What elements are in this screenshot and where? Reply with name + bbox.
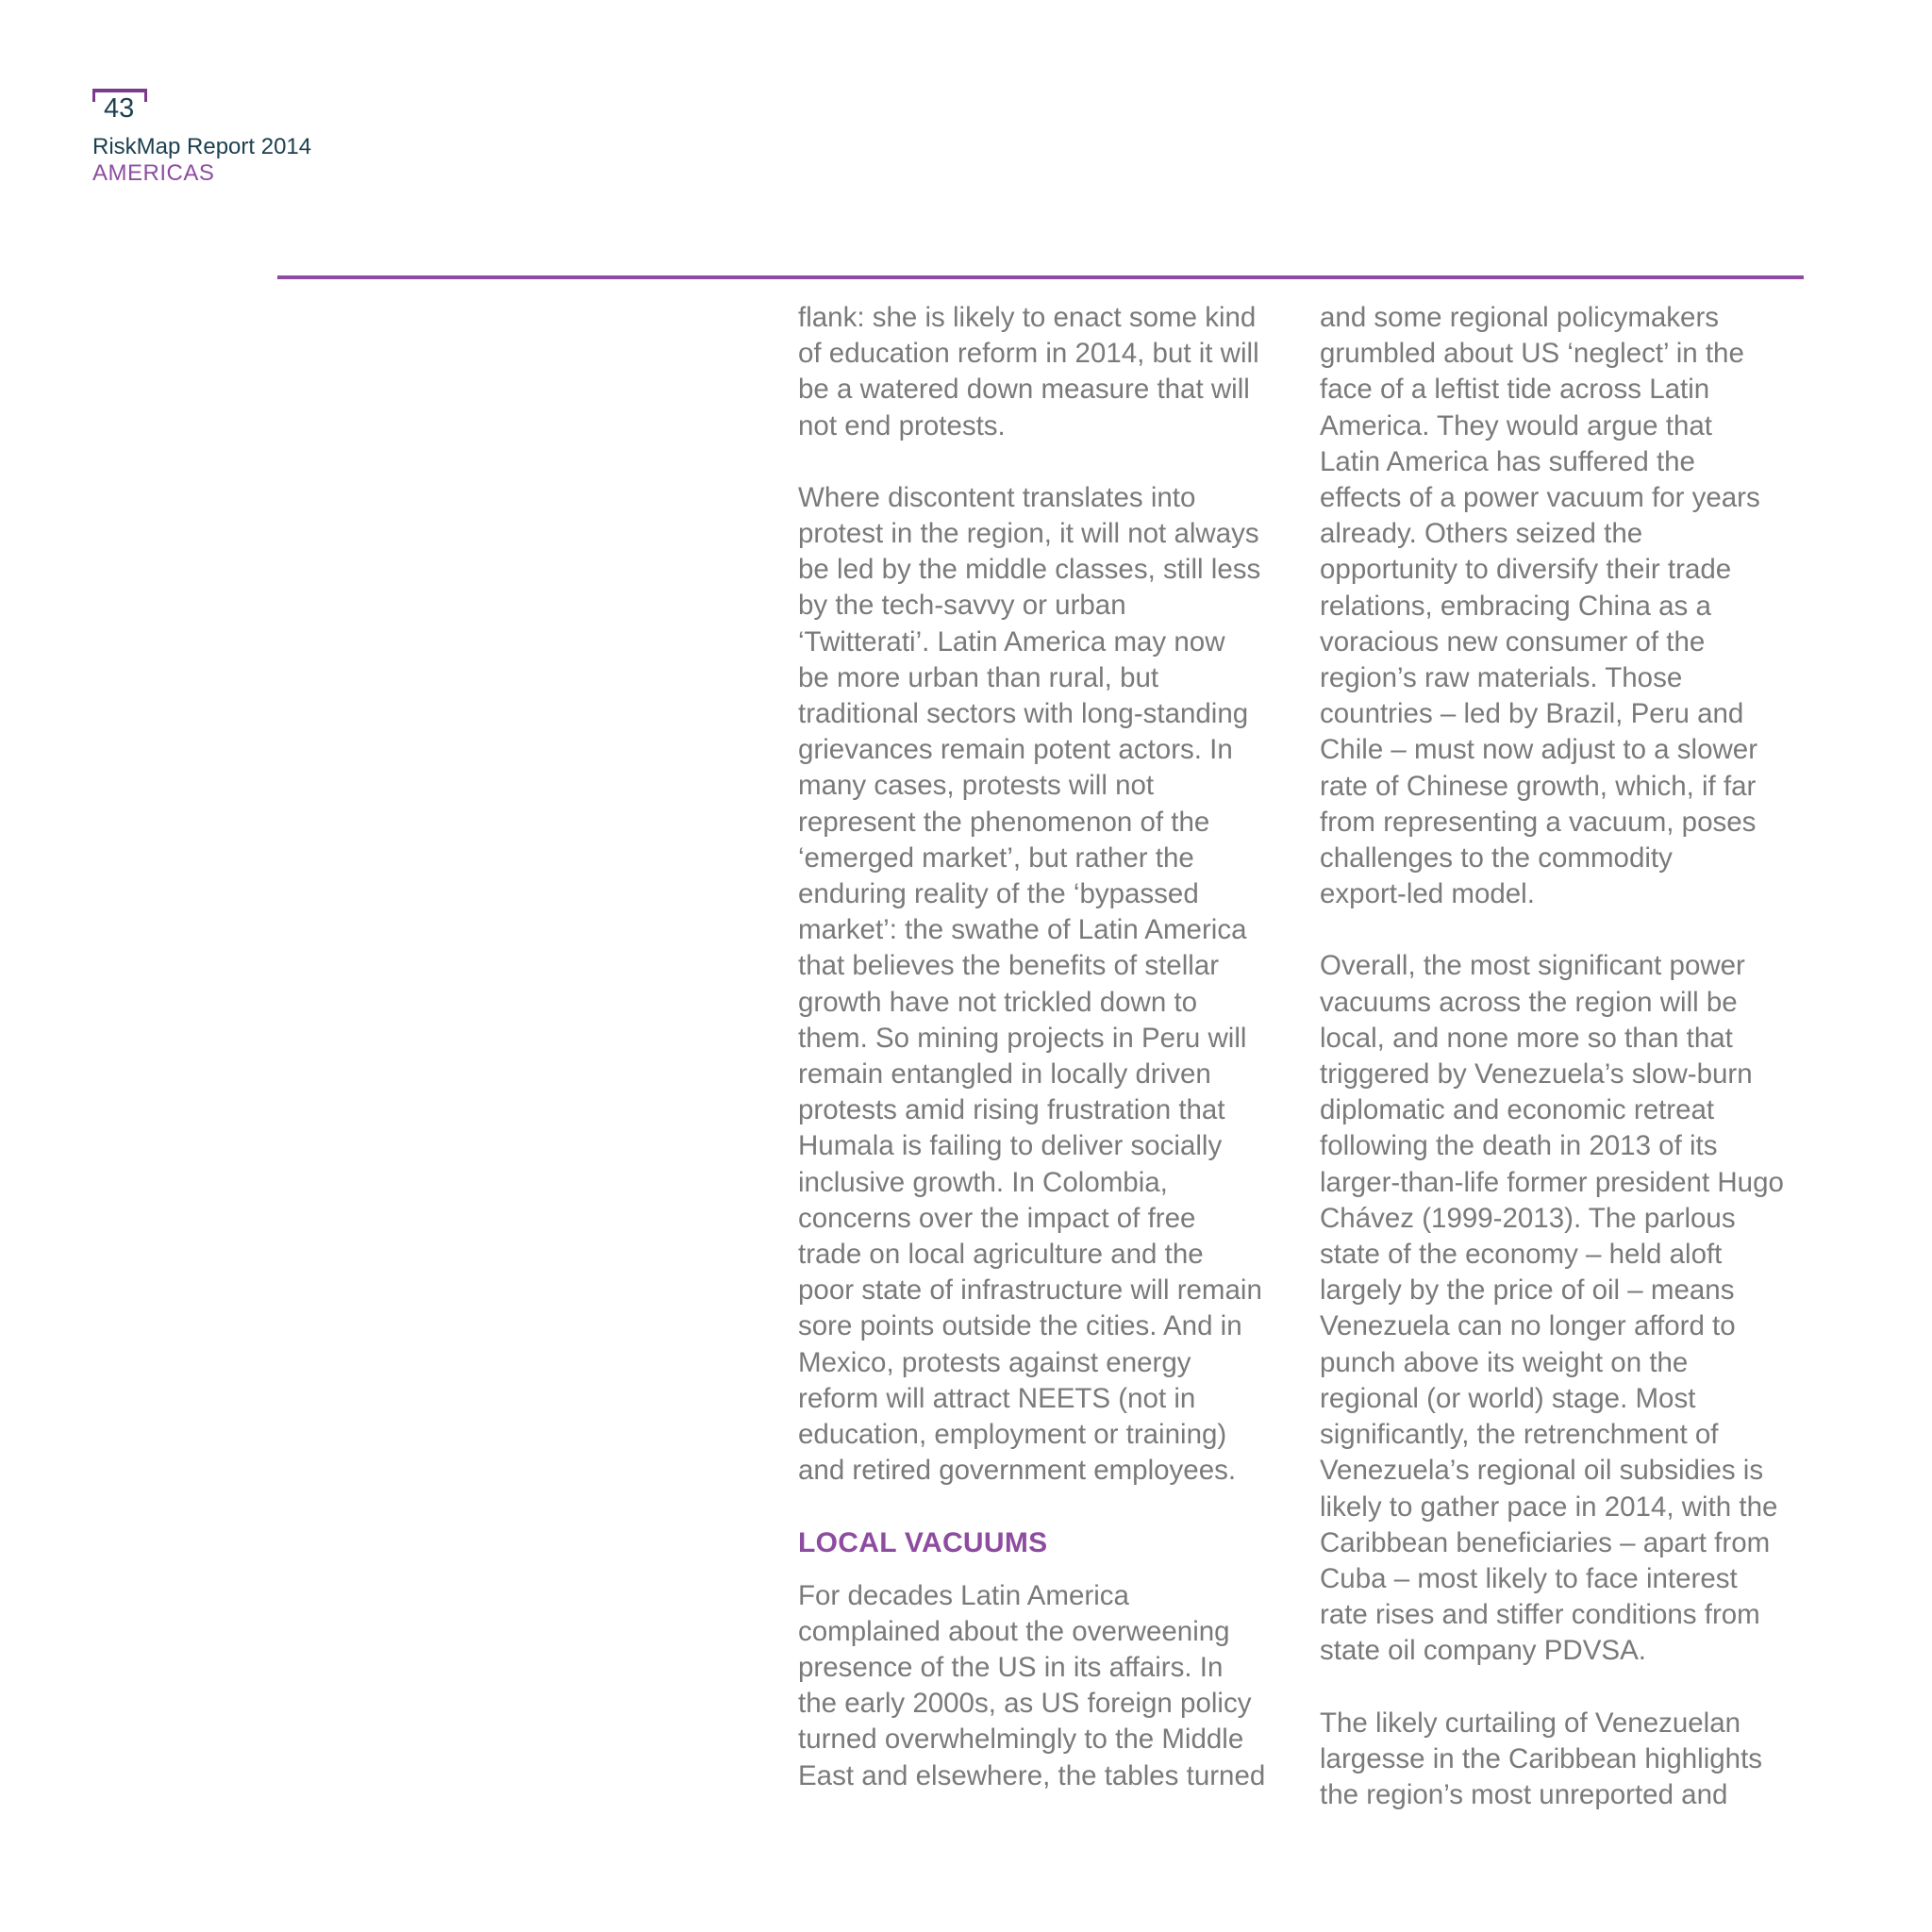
text-line: growth have not trickled down to [798, 986, 1198, 1018]
text-line: countries – led by Brazil, Peru and [1320, 698, 1744, 730]
text-line: Chile – must now adjust to a slower [1320, 734, 1758, 766]
text-line: of education reform in 2014, but it will [798, 338, 1259, 370]
text-line: The likely curtailing of Venezuelan [1320, 1707, 1741, 1739]
text-line: ‘emerged market’, but rather the [798, 841, 1194, 874]
text-line: triggered by Venezuela’s slow-burn [1320, 1058, 1753, 1091]
text-line: many cases, protests will not [798, 770, 1155, 802]
text-column-left [798, 300, 1303, 1830]
text-line: market’: the swathe of Latin America [798, 914, 1247, 946]
section-name: AMERICAS [92, 160, 215, 186]
section-subheading: LOCAL VACUUMS [798, 1526, 1048, 1558]
text-line: Venezuela’s regional oil subsidies is [1320, 1455, 1764, 1487]
text-line: Chávez (1999-2013). The parlous [1320, 1202, 1736, 1234]
text-line: region’s raw materials. Those [1320, 662, 1683, 694]
text-line: from representing a vacuum, poses [1320, 806, 1757, 838]
text-line: enduring reality of the ‘bypassed [798, 878, 1199, 910]
text-line: not end protests. [798, 409, 1006, 441]
paragraph [798, 1578, 1303, 1794]
text-line: and retired government employees. [798, 1455, 1237, 1487]
text-line: diplomatic and economic retreat [1320, 1094, 1715, 1126]
text-line: poor state of infrastructure will remain [798, 1274, 1262, 1307]
text-line: trade on local agriculture and the [798, 1239, 1204, 1271]
header-divider [277, 275, 1804, 279]
text-line: the early 2000s, as US foreign policy [798, 1688, 1252, 1720]
text-line: reform will attract NEETS (not in [798, 1382, 1196, 1414]
text-line: export-led model. [1320, 878, 1535, 910]
text-line: opportunity to diversify their trade [1320, 554, 1732, 586]
text-line: vacuums across the region will be [1320, 986, 1738, 1018]
text-line: that believes the benefits of stellar [798, 950, 1220, 982]
text-line: protests amid rising frustration that [798, 1094, 1225, 1126]
text-line: rate of Chinese growth, which, if far [1320, 770, 1757, 802]
text-line: state oil company PDVSA. [1320, 1635, 1646, 1667]
report-title: RiskMap Report 2014 [92, 134, 312, 159]
text-line: ‘Twitterati’. Latin America may now [798, 625, 1225, 658]
text-line: larger-than-life former president Hugo [1320, 1166, 1784, 1198]
text-line: significantly, the retrenchment of [1320, 1419, 1719, 1451]
paragraph [1320, 1706, 1810, 1814]
text-line: sore points outside the cities. And in [798, 1310, 1242, 1342]
text-line: challenges to the commodity [1320, 842, 1673, 874]
paragraph [798, 300, 1303, 444]
text-line: flank: she is likely to enact some kind [798, 302, 1257, 333]
text-line: local, and none more so than that [1320, 1022, 1733, 1054]
text-line: voracious new consumer of the [1320, 625, 1706, 658]
text-line: following the death in 2013 of its [1320, 1130, 1718, 1162]
text-line: remain entangled in locally driven [798, 1058, 1211, 1091]
text-line: by the tech-savvy or urban [798, 590, 1126, 622]
text-line: presence of the US in its affairs. In [798, 1651, 1224, 1683]
text-line: Latin America has suffered the [1320, 445, 1695, 477]
text-line: relations, embracing China as a [1320, 590, 1711, 622]
text-line: effects of a power vacuum for years [1320, 482, 1760, 514]
text-line: regional (or world) stage. Most [1320, 1382, 1696, 1414]
text-line: largesse in the Caribbean highlights [1320, 1742, 1763, 1774]
text-line: the region’s most unreported and [1320, 1778, 1728, 1810]
text-line: Cuba – most likely to face interest [1320, 1562, 1738, 1594]
page-number: 43 [104, 93, 135, 124]
text-line: East and elsewhere, the tables turned [798, 1759, 1266, 1791]
text-line: and some regional policymakers [1320, 302, 1720, 333]
text-line: be led by the middle classes, still less [798, 554, 1261, 586]
text-line: Humala is failing to deliver socially [798, 1130, 1223, 1162]
text-line: already. Others seized the [1320, 518, 1643, 550]
paragraph [1320, 300, 1810, 912]
text-line: inclusive growth. In Colombia, [798, 1166, 1168, 1198]
text-line: protest in the region, it will not always [798, 518, 1259, 550]
text-line: concerns over the impact of free [798, 1202, 1196, 1234]
text-line: complained about the overweening [798, 1615, 1230, 1647]
text-line: Venezuela can no longer afford to [1320, 1310, 1736, 1342]
text-line: America. They would argue that [1320, 409, 1712, 441]
text-line: face of a leftist tide across Latin [1320, 374, 1710, 406]
text-line: be more urban than rural, but [798, 661, 1159, 693]
text-line: For decades Latin America [798, 1579, 1129, 1611]
text-line: likely to gather pace in 2014, with the [1320, 1491, 1778, 1523]
text-line: Where discontent translates into [798, 481, 1196, 513]
text-line: grumbled about US ‘neglect’ in the [1320, 338, 1744, 370]
text-line: Caribbean beneficiaries – apart from [1320, 1526, 1771, 1558]
text-line: Mexico, protests against energy [798, 1346, 1191, 1378]
text-line: turned overwhelmingly to the Middle [798, 1724, 1244, 1756]
text-line: largely by the price of oil – means [1320, 1274, 1735, 1307]
text-line: rate rises and stiffer conditions from [1320, 1599, 1760, 1631]
text-line: be a watered down measure that will [798, 374, 1250, 406]
paragraph [798, 480, 1303, 1490]
text-line: them. So mining projects in Peru will [798, 1022, 1247, 1054]
text-line: punch above its weight on the [1320, 1346, 1689, 1378]
text-line: traditional sectors with long-standing [798, 698, 1249, 730]
text-line: represent the phenomenon of the [798, 806, 1210, 838]
paragraph [1320, 948, 1810, 1669]
text-line: grievances remain potent actors. In [798, 734, 1233, 766]
text-line: education, employment or training) [798, 1419, 1227, 1451]
text-column-right [1320, 300, 1810, 1849]
text-line: state of the economy – held aloft [1320, 1239, 1723, 1271]
text-line: Overall, the most significant power [1320, 950, 1745, 982]
page-number-block [92, 89, 149, 123]
